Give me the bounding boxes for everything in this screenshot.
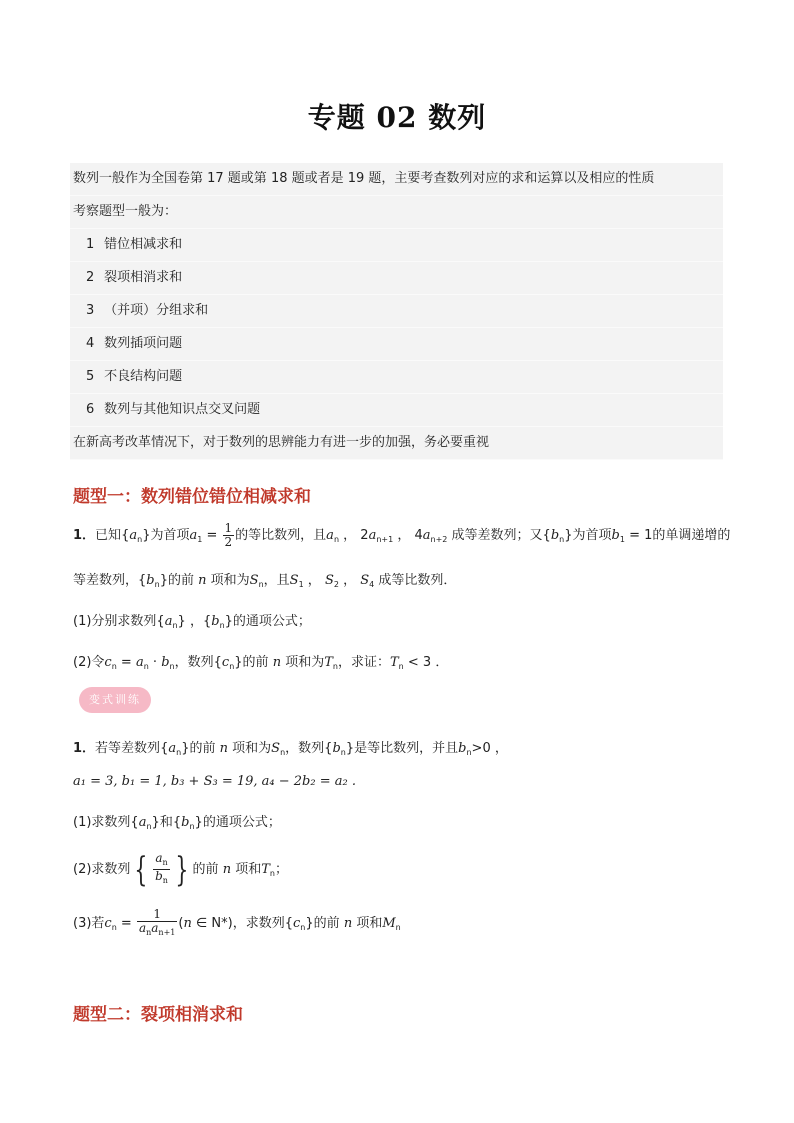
text: 项和为	[210, 573, 250, 588]
text: (2)令	[73, 655, 105, 670]
fraction: $\frac{1}{a_na_{n+1}}$	[138, 907, 176, 937]
fraction: $\frac{a_n}{b_n}$	[155, 851, 168, 885]
text: ；	[274, 862, 288, 877]
item-number: 4	[86, 336, 95, 351]
text: (2)求数列	[73, 862, 131, 877]
text: 等差数列，	[73, 573, 139, 588]
variant-training-badge: 变式训练	[79, 687, 151, 713]
item-number: 1	[86, 237, 95, 252]
list-item	[70, 328, 723, 361]
text: 成等差数列；又	[451, 528, 543, 543]
text: ，数列	[285, 741, 325, 756]
intro-line: 在新高考改革情况下，对于数列的思辨能力有进一步的加强，务必要重视	[70, 427, 723, 460]
question-line: 1．若等差数列$\{a_n\}$的前 n 项和为$S_n$，数列$\{b_n\}$是等比数列，并且$b_n>0$ ，	[73, 741, 508, 757]
text: 项和为	[285, 655, 325, 670]
text: 项和	[356, 916, 383, 931]
text: 成等比数列．	[378, 573, 457, 588]
text: ，数列	[174, 655, 214, 670]
item-text: （并项）分组求和	[104, 303, 209, 318]
intro-box	[70, 163, 723, 460]
question-line: (2)令$c_n = a_n \cdot b_n$，数列$\{c_n\}$的前 n 项和为$T_n$，求证：$T_n < 3$ ．	[73, 655, 449, 671]
text: ，求数列	[232, 916, 285, 931]
page-title: 专题 02 数列	[307, 101, 487, 134]
item-number: 6	[86, 402, 95, 417]
list-item	[70, 262, 723, 295]
question-line: (1)求数列$\{a_n\}$和$\{b_n\}$的通项公式；	[73, 815, 281, 831]
text: 为首项	[572, 528, 612, 543]
text: (3)若	[73, 916, 105, 931]
item-number: 3	[86, 303, 95, 318]
text: 的前	[313, 916, 340, 931]
text: ．	[435, 655, 449, 670]
question-line: 1．已知$\{a_n\}$为首项$a_1$ = $\frac{1}{2}$ 的等比数列，且$a_n$ ， $2a_{n+1}$ ， $4a_{n+2}$ 成等差数列；又$\{b_n\}$为首项$b_1 = 1$的单调递增的	[73, 521, 731, 549]
fraction: $\frac{1}{2}$	[224, 521, 233, 549]
text: 是等比数列，并且	[354, 741, 459, 756]
text: (1)分别求数列	[73, 614, 157, 629]
section-heading: 题型二：裂项相消求和	[73, 1005, 243, 1025]
text: 的通项公式；	[202, 815, 281, 830]
item-text: 数列与其他知识点交叉问题	[104, 402, 261, 417]
text: 的前	[192, 862, 219, 877]
question-number: 1．	[73, 528, 96, 543]
question-line: (2)求数列 { $\frac{a_n}{b_n}$ } 的前 n 项和$T_n$；	[73, 849, 288, 890]
intro-line: 考察题型一般为：	[70, 196, 723, 229]
section-heading: 题型一：数列错位错位相减求和	[73, 487, 311, 507]
item-text: 不良结构问题	[104, 369, 183, 384]
text: 已知	[95, 528, 122, 543]
text: 的等比数列，且	[235, 528, 327, 543]
text: 项和	[235, 862, 262, 877]
condition-line: a₁ = 3, b₁ = 1, b₃ + S₃ = 19, a₄ − 2b₂ = a₂ .	[73, 774, 356, 789]
text: 和	[159, 815, 173, 830]
item-text: 裂项相消求和	[104, 270, 183, 285]
question-line: (3)若$c_n$ = $\frac{1}{a_na_{n+1}}$ (n ∈ N*)，求数列$\{c_n\}$的前 n 项和$M_n$	[73, 907, 401, 937]
text: 的前	[189, 741, 216, 756]
text: 的通项公式；	[232, 614, 311, 629]
text: (1)求数列	[73, 815, 131, 830]
list-item	[70, 394, 723, 427]
list-item	[70, 295, 723, 328]
item-text: 数列插项问题	[104, 336, 183, 351]
question-number: 1．	[73, 741, 96, 756]
text: 的前	[167, 573, 194, 588]
text: 项和为	[232, 741, 272, 756]
intro-line: 数列一般作为全国卷第 17 题或第 18 题或者是 19 题，主要考查数列对应的求和运算以及相应的性质	[70, 163, 723, 196]
item-text: 错位相减求和	[104, 237, 183, 252]
text: 的单调递增的	[652, 528, 731, 543]
list-item	[70, 229, 723, 262]
text: ，求证：	[337, 655, 390, 670]
text: ，且	[263, 573, 290, 588]
text: ，	[494, 741, 508, 756]
list-item	[70, 361, 723, 394]
item-number: 5	[86, 369, 95, 384]
text: 的前	[242, 655, 269, 670]
item-number: 2	[86, 270, 95, 285]
text: 若等差数列	[95, 741, 161, 756]
question-line: 等差数列，$\{b_n\}$的前 n 项和为$S_n$，且$S_1$ ， $S_2$ ， $S_4$ 成等比数列．	[73, 573, 457, 589]
question-line: (1)分别求数列$\{a_n\}$ ，$\{b_n\}$的通项公式；	[73, 614, 311, 630]
text: 为首项	[150, 528, 190, 543]
